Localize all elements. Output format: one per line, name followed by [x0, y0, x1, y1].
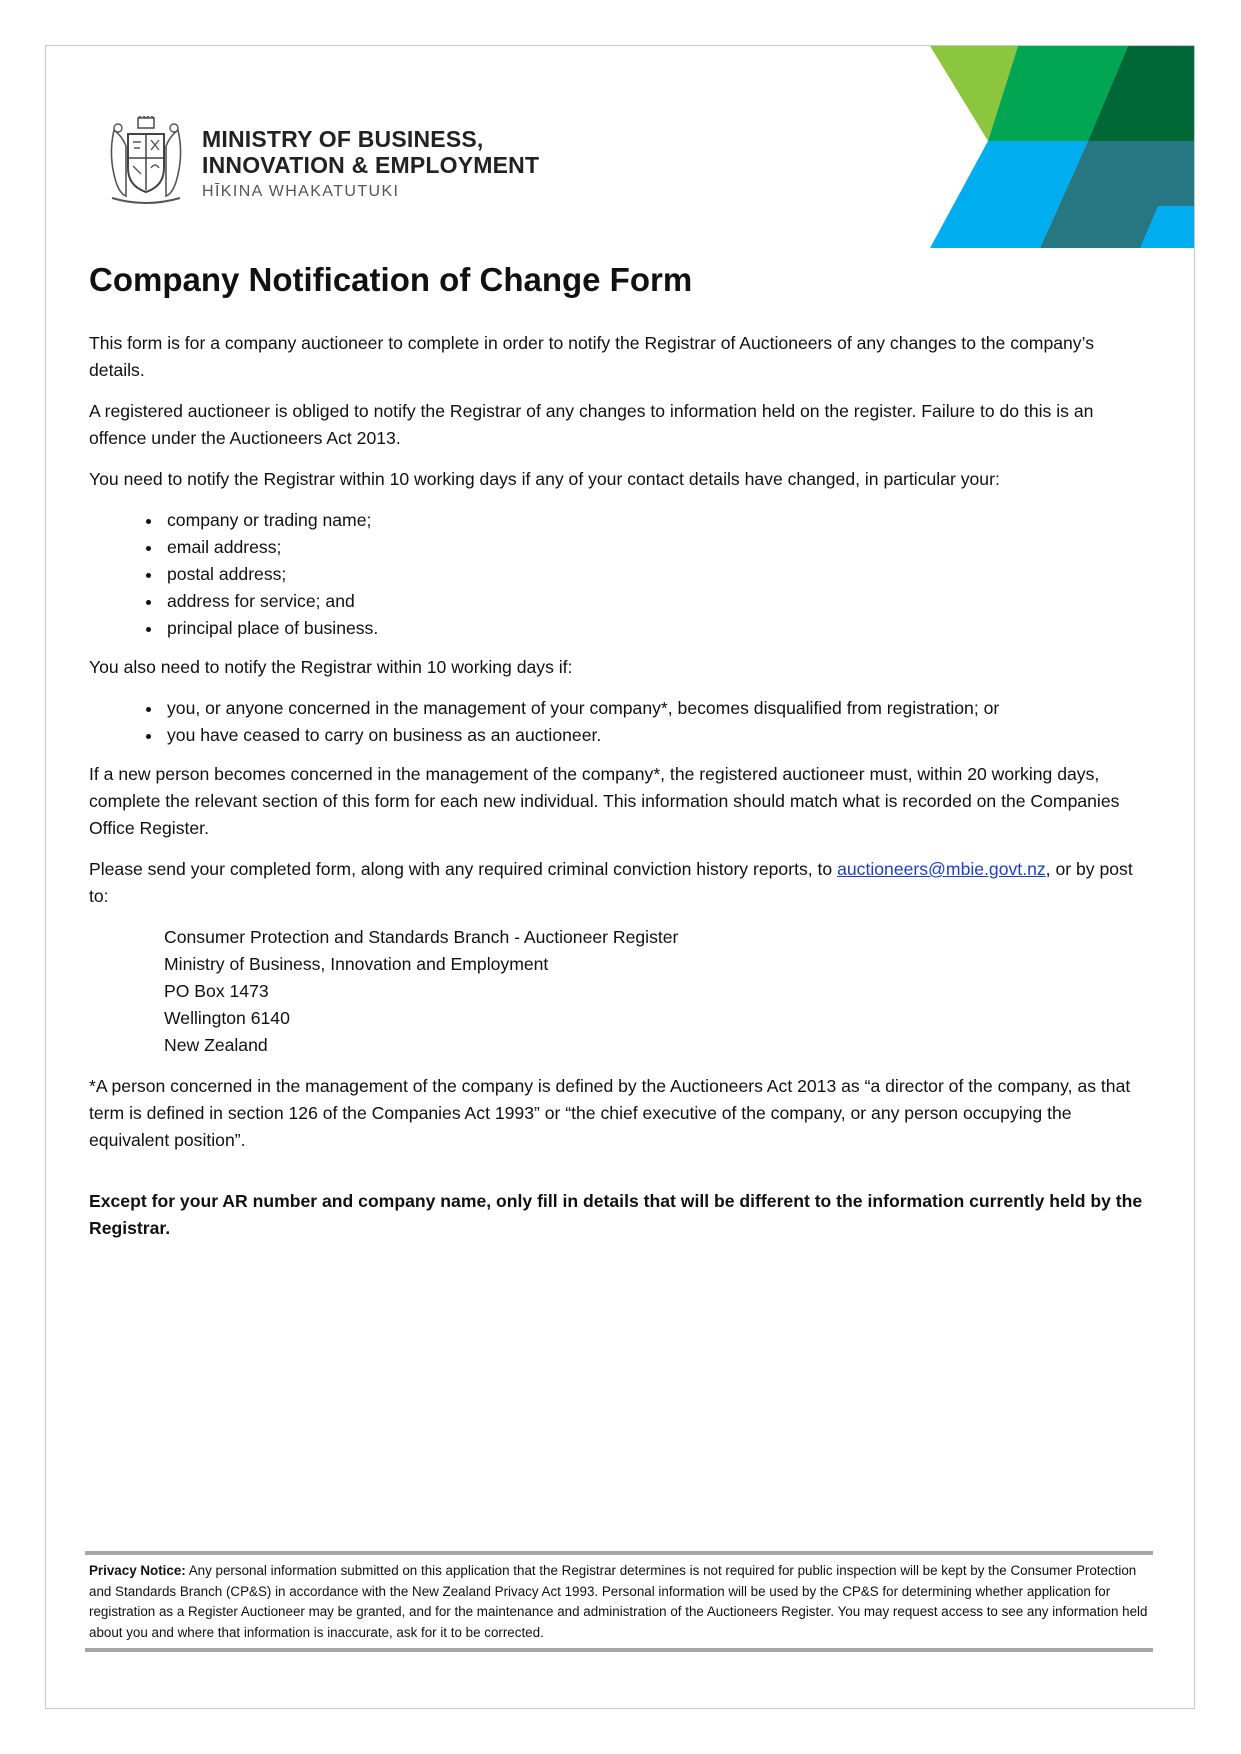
contact-details-list [89, 507, 1151, 642]
send-instructions [89, 856, 1151, 910]
intro-paragraph-4: You also need to notify the Registrar within 10 working days if: [89, 657, 573, 677]
list-item: • address for service; and [163, 588, 1151, 615]
new-person-paragraph: If a new person becomes concerned in the management of the company*, the registered auctioneer must, within 20 working days, complete the relevant section of this form for each new individual. This information should match what is recorded on the Companies Office Register. [89, 764, 1120, 838]
send-text-after: , or by post to: [89, 859, 1133, 906]
list-item: • you, or anyone concerned in the management of your company*, becomes disqualified from registration; or [163, 695, 1151, 722]
ministry-maori-name: HĪKINA WHAKATUTUKI [202, 183, 400, 200]
send-text-before: Please send your completed form, along with any required criminal conviction history reports, to [89, 859, 838, 879]
intro-paragraph-1: This form is for a company auctioneer to complete in order to notify the Registrar of Auctioneers of any changes to the company’s details. [89, 333, 1094, 380]
address-line: Consumer Protection and Standards Branch - Auctioneer Register [164, 927, 679, 947]
intro-paragraph-3: You need to notify the Registrar within 10 working days if any of your contact details have changed, in particular your: [89, 469, 1000, 489]
address-line: New Zealand [164, 1035, 268, 1055]
list-item: • principal place of business. [163, 615, 1151, 642]
privacy-text: Any personal information submitted on this application that the Registrar determines is not required for public inspection will be kept by the Consumer Protection and Standards Branch (CP&S) in accordance with the New Zealand Privacy Act 1993. Personal information will be used by the CP&S for determining whether application for registration as a Register Auctioneer may be granted, and for the maintenance and administration of the Auctioneers Register. You may request access to see any information held about you and where that information is inaccurate, ask for it to be corrected. [89, 1563, 1148, 1640]
ministry-name-line-2: INNOVATION & EMPLOYMENT [202, 152, 540, 178]
coat-of-arms-icon [104, 116, 188, 206]
ministry-name-line-1: MINISTRY OF BUSINESS, [202, 126, 484, 152]
page-title: Company Notification of Change Form [89, 261, 693, 298]
address-line: PO Box 1473 [164, 981, 269, 1001]
ministry-logo [104, 116, 539, 206]
fill-in-instruction: Except for your AR number and company name, only fill in details that will be different to the information currently held by the Registrar. [89, 1191, 1143, 1238]
list-item: • you have ceased to carry on business as an auctioneer. [163, 722, 1151, 749]
email-link[interactable]: auctioneers@mbie.govt.nz [837, 859, 1046, 879]
address-line: Wellington 6140 [164, 1008, 290, 1028]
list-item: • postal address; [163, 561, 1151, 588]
privacy-label: Privacy Notice: [89, 1563, 186, 1578]
form-content [89, 258, 1151, 1256]
intro-paragraph-2: A registered auctioneer is obliged to notify the Registrar of any changes to information held on the register. Failure to do this is an offence under the Auctioneers Act 2013. [89, 401, 1094, 448]
notify-conditions-list [89, 695, 1151, 749]
postal-address [89, 924, 1151, 1059]
address-line: Ministry of Business, Innovation and Employment [164, 954, 549, 974]
footnote: *A person concerned in the management of the company is defined by the Auctioneers Act 2013 as “a director of the company, as that term is defined in section 126 of the Companies Act 1993” or “the chief executive of the company, or any person occupying the equivalent position”. [89, 1076, 1131, 1150]
list-item: • company or trading name; [163, 507, 1151, 534]
privacy-notice [85, 1551, 1153, 1652]
list-item: • email address; [163, 534, 1151, 561]
corner-graphic [930, 46, 1194, 248]
